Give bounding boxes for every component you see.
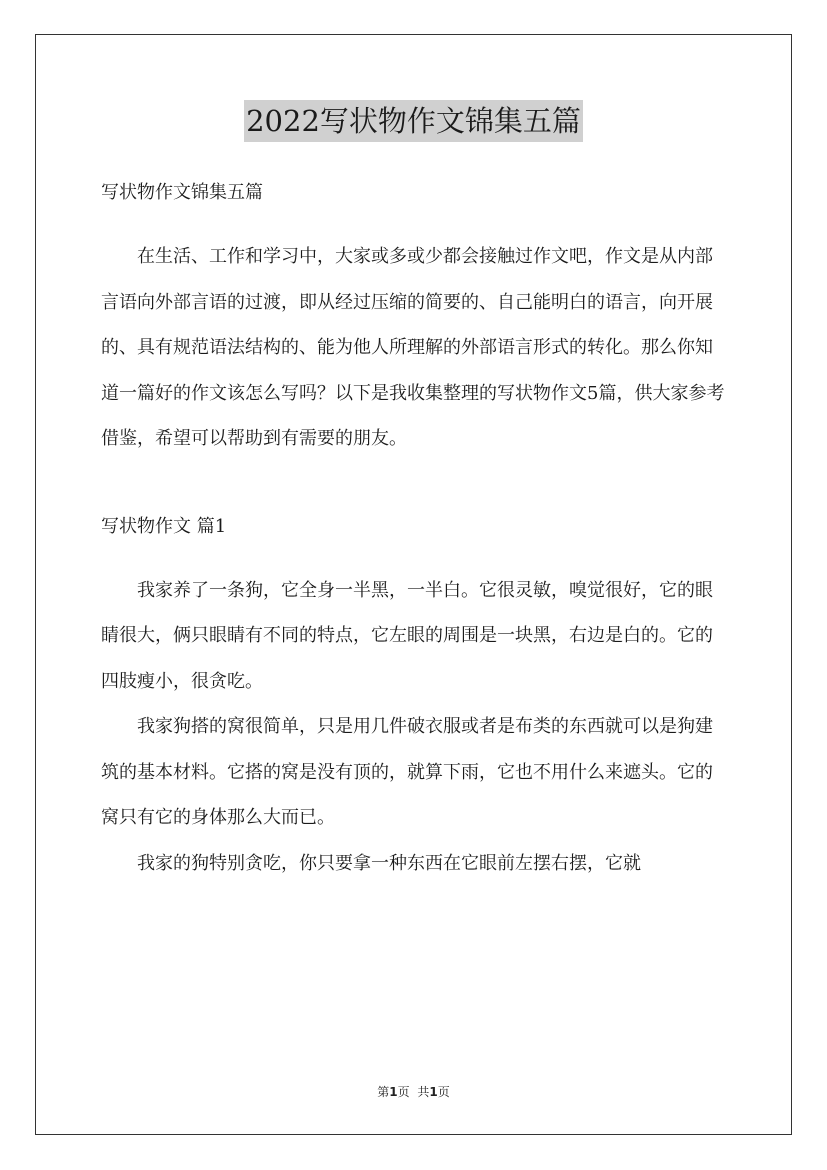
body-paragraph: 我家的狗特别贪吃，你只要拿一种东西在它眼前左摆右摆，它就 [137,852,641,874]
document-title-text: 2022写状物作文锦集五篇 [244,100,583,142]
body-paragraph: 我家养了一条狗，它全身一半黑，一半白。它很灵敏，嗅觉很好，它的眼睛很大，俩只眼睛有不同的特点，它左眼的周围是一块黑，右边是白的。它的四肢瘦小，很贪吃。 [101,579,713,692]
page-prefix: 第 [377,1085,390,1099]
page-footer [0,1083,827,1100]
document-subtitle: 写状物作文锦集五篇 [101,182,263,203]
total-suffix: 页 [437,1085,450,1099]
page-number: 1 [389,1085,398,1099]
body-paragraph: 我家狗搭的窝很简单，只是用几件破衣服或者是布类的东西就可以是狗建筑的基本材料。它搭的窝是没有顶的，就算下雨，它也不用什么来遮头。它的窝只有它的身体那么大而已。 [101,716,713,828]
document-body [101,174,729,886]
page-total: 1 [429,1085,438,1099]
page-suffix: 页 [397,1085,410,1099]
document-title [0,100,827,142]
intro-paragraph: 在生活、工作和学习中，大家或多或少都会接触过作文吧，作文是从内部言语向外部言语的过渡，即从经过压缩的简要的、自己能明白的语言，向开展的、具有规范语法结构的、能为他人所理解的外部语言形式的转化。那么你知道一篇好的作文该怎么写吗？以下是我收集整理的写状物作文5篇，供大家参考借鉴，希望可以帮助到有需要的朋友。 [101,246,725,449]
total-prefix: 共 [417,1085,430,1099]
section-heading: 写状物作文 篇1 [101,515,227,537]
